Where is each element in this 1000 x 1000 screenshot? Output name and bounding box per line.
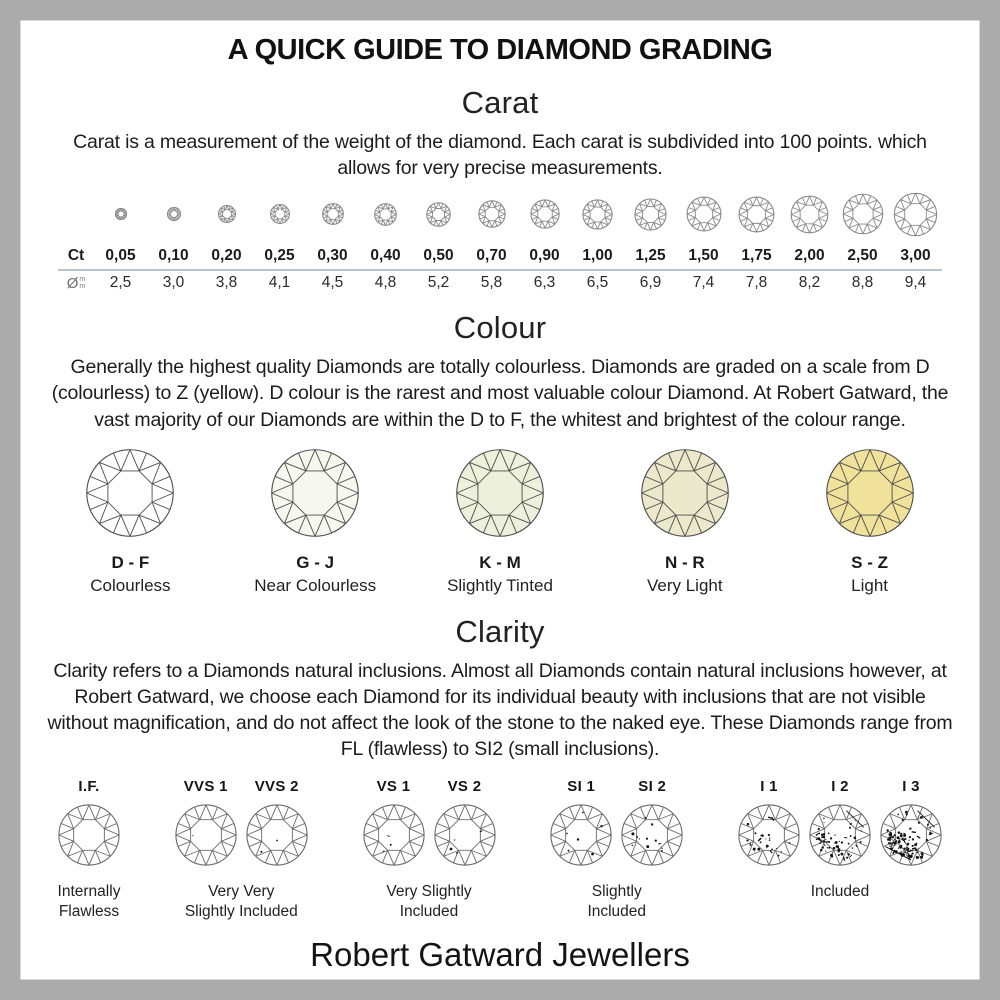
carat-ct-value: 0,10 bbox=[158, 247, 189, 265]
clarity-grade-labels bbox=[174, 778, 309, 795]
carat-mm-value: 9,4 bbox=[904, 274, 927, 292]
carat-ct-value: 0,25 bbox=[264, 247, 295, 265]
clarity-stone-icon bbox=[737, 803, 801, 872]
colour-stone-icon bbox=[639, 447, 731, 544]
colour-stone-icon bbox=[84, 447, 176, 544]
clarity-sublabel-line: Included bbox=[810, 883, 870, 901]
carat-stone-icon bbox=[730, 185, 783, 243]
carat-stone-icon bbox=[518, 185, 571, 243]
clarity-group bbox=[549, 778, 684, 922]
carat-stone-icon bbox=[465, 185, 518, 243]
carat-stone-icon bbox=[624, 185, 677, 243]
clarity-stone-icon bbox=[245, 803, 309, 872]
clarity-group bbox=[57, 778, 121, 922]
carat-mm-value: 6,5 bbox=[586, 274, 609, 292]
carat-stone-icon bbox=[783, 185, 836, 243]
clarity-group bbox=[174, 778, 309, 922]
carat-mm-value: 6,3 bbox=[533, 274, 556, 292]
carat-stone-icon bbox=[306, 185, 359, 243]
carat-stone-icon bbox=[889, 185, 942, 243]
colour-grade-name: Colourless bbox=[90, 575, 171, 595]
clarity-sublabel-line: Slightly Included bbox=[184, 902, 298, 920]
clarity-sublabel-line: Flawless bbox=[58, 902, 120, 920]
clarity-sublabel-line: Very Very bbox=[208, 883, 275, 901]
clarity-sublabel-line: Included bbox=[587, 902, 647, 920]
carat-stone-icon bbox=[571, 185, 624, 243]
carat-ct-value: 0,30 bbox=[317, 247, 348, 265]
brand-footer: Robert Gatward Jewellers bbox=[310, 935, 690, 973]
colour-grade-item bbox=[38, 447, 223, 596]
clarity-grade-label: SI 2 bbox=[638, 778, 667, 796]
colour-description: Generally the highest quality Diamonds are totally colourless. Diamonds are graded on a scale from D (colourless) to Z (yellow). D colour is the rarest and most valuable colour Diamond. At Robert Gatward, the vast majority of our Diamonds are within the D to F, the whitest and brightest of the colour range. bbox=[51, 356, 949, 431]
carat-stone-icon bbox=[836, 185, 889, 243]
carat-mm-value: 4,8 bbox=[374, 274, 397, 292]
clarity-group-sublabel bbox=[386, 882, 471, 922]
clarity-stone-icon bbox=[620, 803, 684, 872]
clarity-grade-labels bbox=[549, 778, 684, 795]
carat-stone-icon bbox=[253, 185, 306, 243]
carat-section-heading: Carat bbox=[461, 85, 539, 120]
carat-ct-value: 0,90 bbox=[529, 247, 560, 265]
carat-ct-value: 0,20 bbox=[211, 247, 242, 265]
carat-mm-value: 7,4 bbox=[692, 274, 715, 292]
carat-mm-value: 8,2 bbox=[798, 274, 821, 292]
clarity-stone-icon bbox=[433, 803, 497, 872]
clarity-group-sublabel bbox=[587, 882, 646, 922]
carat-row-label: Ct bbox=[67, 247, 85, 265]
content-sheet bbox=[20, 20, 980, 980]
colour-grade-name: Slightly Tinted bbox=[447, 575, 553, 595]
carat-stone-icon bbox=[677, 185, 730, 243]
carat-ct-value: 0,50 bbox=[423, 247, 454, 265]
clarity-grade-labels bbox=[57, 778, 121, 795]
carat-ct-value: 0,05 bbox=[105, 247, 136, 265]
carat-ct-value: 1,75 bbox=[741, 247, 772, 265]
carat-mm-value: 3,0 bbox=[162, 274, 185, 292]
colour-grade-item bbox=[223, 447, 408, 596]
colour-grades-row bbox=[38, 447, 962, 596]
carat-stone-icon bbox=[359, 185, 412, 243]
clarity-group-sublabel bbox=[58, 882, 121, 922]
clarity-grade-label: I 3 bbox=[902, 778, 920, 796]
carat-ct-value: 3,00 bbox=[900, 247, 931, 265]
carat-mm-value: 8,8 bbox=[851, 274, 874, 292]
colour-grade-name: Very Light bbox=[646, 575, 723, 595]
clarity-group bbox=[362, 778, 497, 922]
carat-mm-value: 5,8 bbox=[480, 274, 503, 292]
clarity-grade-stones bbox=[549, 803, 684, 872]
carat-ct-value: 0,40 bbox=[370, 247, 401, 265]
colour-range-label: K - M bbox=[479, 552, 521, 572]
clarity-stone-icon bbox=[808, 803, 872, 872]
carat-corner-spacer bbox=[58, 185, 94, 243]
colour-section-heading: Colour bbox=[453, 310, 547, 346]
colour-range-label: G - J bbox=[296, 552, 335, 572]
clarity-stone-icon bbox=[57, 803, 121, 872]
carat-stone-icon bbox=[94, 185, 147, 243]
clarity-stone-icon bbox=[549, 803, 613, 872]
colour-grade-name: Light bbox=[851, 575, 889, 595]
carat-mm-value: 4,1 bbox=[268, 274, 291, 292]
clarity-stone-icon bbox=[879, 803, 943, 872]
carat-mm-value: 2,5 bbox=[109, 274, 132, 292]
carat-ct-value: 0,70 bbox=[476, 247, 507, 265]
carat-stone-icon bbox=[200, 185, 253, 243]
clarity-grade-label: VS 1 bbox=[376, 778, 411, 796]
colour-stone-icon bbox=[824, 447, 916, 544]
carat-ct-value: 2,00 bbox=[794, 247, 825, 265]
carat-mm-value: 5,2 bbox=[427, 274, 450, 292]
diameter-row-label: Ø m m bbox=[66, 274, 86, 292]
clarity-grade-labels bbox=[362, 778, 497, 795]
clarity-description: Clarity refers to a Diamonds natural inclusions. Almost all Diamonds contain natural inclusions however, at Robert Gatward, we choose each Diamond for its individual beauty with inclusions that are not visible without magnification, and do not affect the look of the stone to the naked eye. These Diamonds range from FL (flawless) to SI2 (small inclusions). bbox=[47, 659, 953, 760]
clarity-grade-label: SI 1 bbox=[567, 778, 596, 796]
colour-grade-name: Near Colourless bbox=[254, 575, 377, 595]
colour-grade-item bbox=[592, 447, 777, 596]
clarity-grade-stones bbox=[57, 803, 121, 872]
clarity-grade-label: VVS 1 bbox=[183, 778, 228, 796]
clarity-grade-stones bbox=[362, 803, 497, 872]
clarity-grade-label: VS 2 bbox=[447, 778, 482, 796]
carat-size-table bbox=[58, 185, 942, 292]
clarity-group-sublabel bbox=[811, 882, 870, 902]
clarity-stone-icon bbox=[174, 803, 238, 872]
carat-description: Carat is a measurement of the weight of the diamond. Each carat is subdivided into 100 points. which allows for very precise measurements. bbox=[73, 131, 927, 180]
carat-ct-value: 1,00 bbox=[582, 247, 613, 265]
clarity-sublabel-line: Slightly bbox=[591, 883, 642, 901]
clarity-grade-stones bbox=[737, 803, 943, 872]
clarity-stone-icon bbox=[362, 803, 426, 872]
colour-range-label: S - Z bbox=[851, 552, 888, 572]
clarity-grade-stones bbox=[174, 803, 309, 872]
colour-stone-icon bbox=[269, 447, 361, 544]
carat-mm-value: 3,8 bbox=[215, 274, 238, 292]
colour-stone-icon bbox=[454, 447, 546, 544]
colour-grade-item bbox=[408, 447, 593, 596]
carat-stone-icon bbox=[147, 185, 200, 243]
colour-range-label: N - R bbox=[664, 552, 705, 572]
clarity-grade-label: I 1 bbox=[760, 778, 778, 796]
carat-mm-value: 4,5 bbox=[321, 274, 344, 292]
clarity-group bbox=[737, 778, 943, 902]
clarity-sublabel-line: Included bbox=[399, 902, 459, 920]
carat-mm-value: 6,9 bbox=[639, 274, 662, 292]
carat-mm-value: 7,8 bbox=[745, 274, 768, 292]
carat-ct-value: 2,50 bbox=[847, 247, 878, 265]
clarity-grades-row bbox=[57, 778, 943, 922]
carat-stone-icon bbox=[412, 185, 465, 243]
colour-grade-item bbox=[777, 447, 962, 596]
clarity-grade-label: VVS 2 bbox=[254, 778, 299, 796]
carat-ct-value: 1,50 bbox=[688, 247, 719, 265]
carat-table-separator bbox=[58, 269, 942, 271]
carat-ct-value: 1,25 bbox=[635, 247, 666, 265]
clarity-grade-label: I.F. bbox=[78, 778, 100, 796]
clarity-sublabel-line: Very Slightly bbox=[386, 883, 472, 901]
clarity-section-heading: Clarity bbox=[455, 613, 545, 649]
clarity-group-sublabel bbox=[185, 882, 298, 922]
clarity-grade-label: I 2 bbox=[831, 778, 849, 796]
colour-range-label: D - F bbox=[111, 552, 150, 572]
clarity-grade-labels bbox=[737, 778, 943, 795]
page-title: A QUICK GUIDE TO DIAMOND GRADING bbox=[227, 34, 773, 66]
clarity-sublabel-line: Internally bbox=[57, 883, 121, 901]
